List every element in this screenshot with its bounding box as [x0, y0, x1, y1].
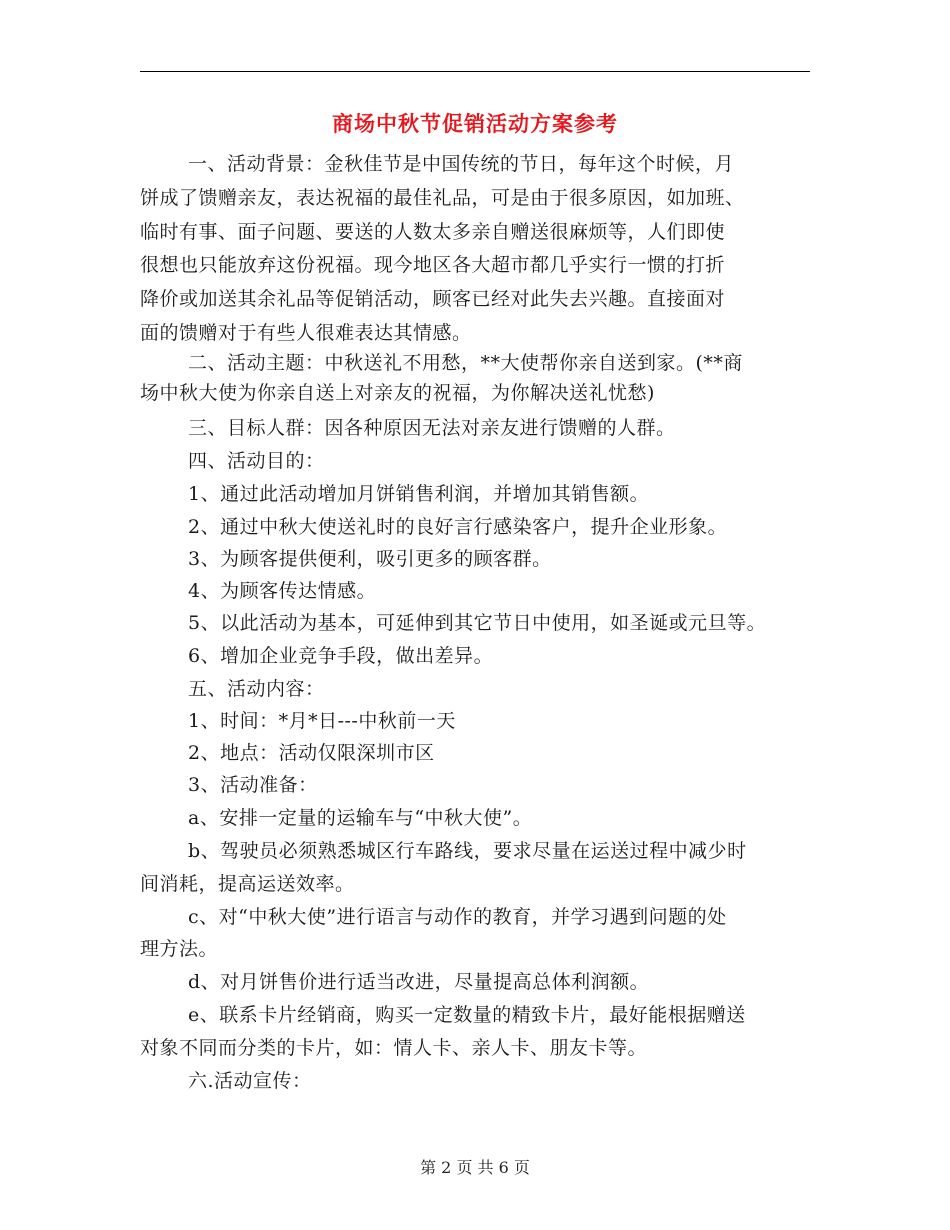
body-line: 3、为顾客提供便利，吸引更多的顾客群。 [188, 548, 552, 570]
body-line: 2、地点：活动仅限深圳市区 [188, 742, 435, 764]
body-line: 三、目标人群：因各种原因无法对亲友进行馈赠的人群。 [188, 417, 676, 439]
body-line: 1、时间：*月*日---中秋前一天 [188, 710, 456, 732]
body-line: 1、通过此活动增加月饼销售利润，并增加其销售额。 [188, 483, 650, 505]
body-line: 五、活动内容： [188, 678, 325, 700]
page-number-footer: 第 2 页 共 6 页 [420, 1158, 530, 1177]
body-line: 6、增加企业竞争手段，做出差异。 [188, 645, 494, 667]
body-line: 间消耗，提高运送效率。 [140, 873, 355, 895]
body-line: 降价或加送其余礼品等促销活动，顾客已经对此失去兴趣。直接面对 [140, 288, 726, 310]
body-line: 场中秋大使为你亲自送上对亲友的祝福，为你解决送礼忧愁) [140, 382, 655, 404]
body-line: 六.活动宣传： [188, 1070, 312, 1092]
body-line: e、联系卡片经销商，购买一定数量的精致卡片，最好能根据赠送 [188, 1004, 746, 1026]
body-line: 四、活动目的： [188, 450, 325, 472]
body-line: b、驾驶员必须熟悉城区行车路线，要求尽量在运送过程中减少时 [188, 840, 747, 862]
body-line: a、安排一定量的运输车与“中秋大使”。 [188, 807, 533, 829]
body-line: 面的馈赠对于有些人很难表达其情感。 [140, 322, 472, 344]
body-line: 理方法。 [140, 938, 219, 960]
body-line: 二、活动主题：中秋送礼不用愁，**大使帮你亲自送到家。(**商 [188, 352, 743, 374]
body-line: 饼成了馈赠亲友，表达祝福的最佳礼品，可是由于很多原因，如加班、 [140, 187, 745, 209]
body-line: 5、以此活动为基本，可延伸到其它节日中使用，如圣诞或元旦等。 [188, 612, 767, 634]
body-line: 很想也只能放弃这份祝福。现今地区各大超市都几乎实行一惯的打折 [140, 254, 726, 276]
body-line: 一、活动背景：金秋佳节是中国传统的节日，每年这个时候，月 [188, 153, 735, 175]
body-line: d、对月饼售价进行适当改进，尽量提高总体利润额。 [188, 971, 650, 993]
body-line: 对象不同而分类的卡片，如：情人卡、亲人卡、朋友卡等。 [140, 1037, 648, 1059]
body-line: 3、活动准备： [188, 774, 318, 796]
body-line: 4、为顾客传达情感。 [188, 580, 377, 602]
body-line: 临时有事、面子问题、要送的人数太多亲自赠送很麻烦等，人们即使 [140, 221, 726, 243]
body-line: 2、通过中秋大使送礼时的良好言行感染客户，提升企业形象。 [188, 516, 728, 538]
header-rule [140, 71, 810, 72]
document-title: 商场中秋节促销活动方案参考 [332, 111, 618, 136]
body-line: c、对“中秋大使”进行语言与动作的教育，并学习遇到问题的处 [188, 906, 727, 928]
